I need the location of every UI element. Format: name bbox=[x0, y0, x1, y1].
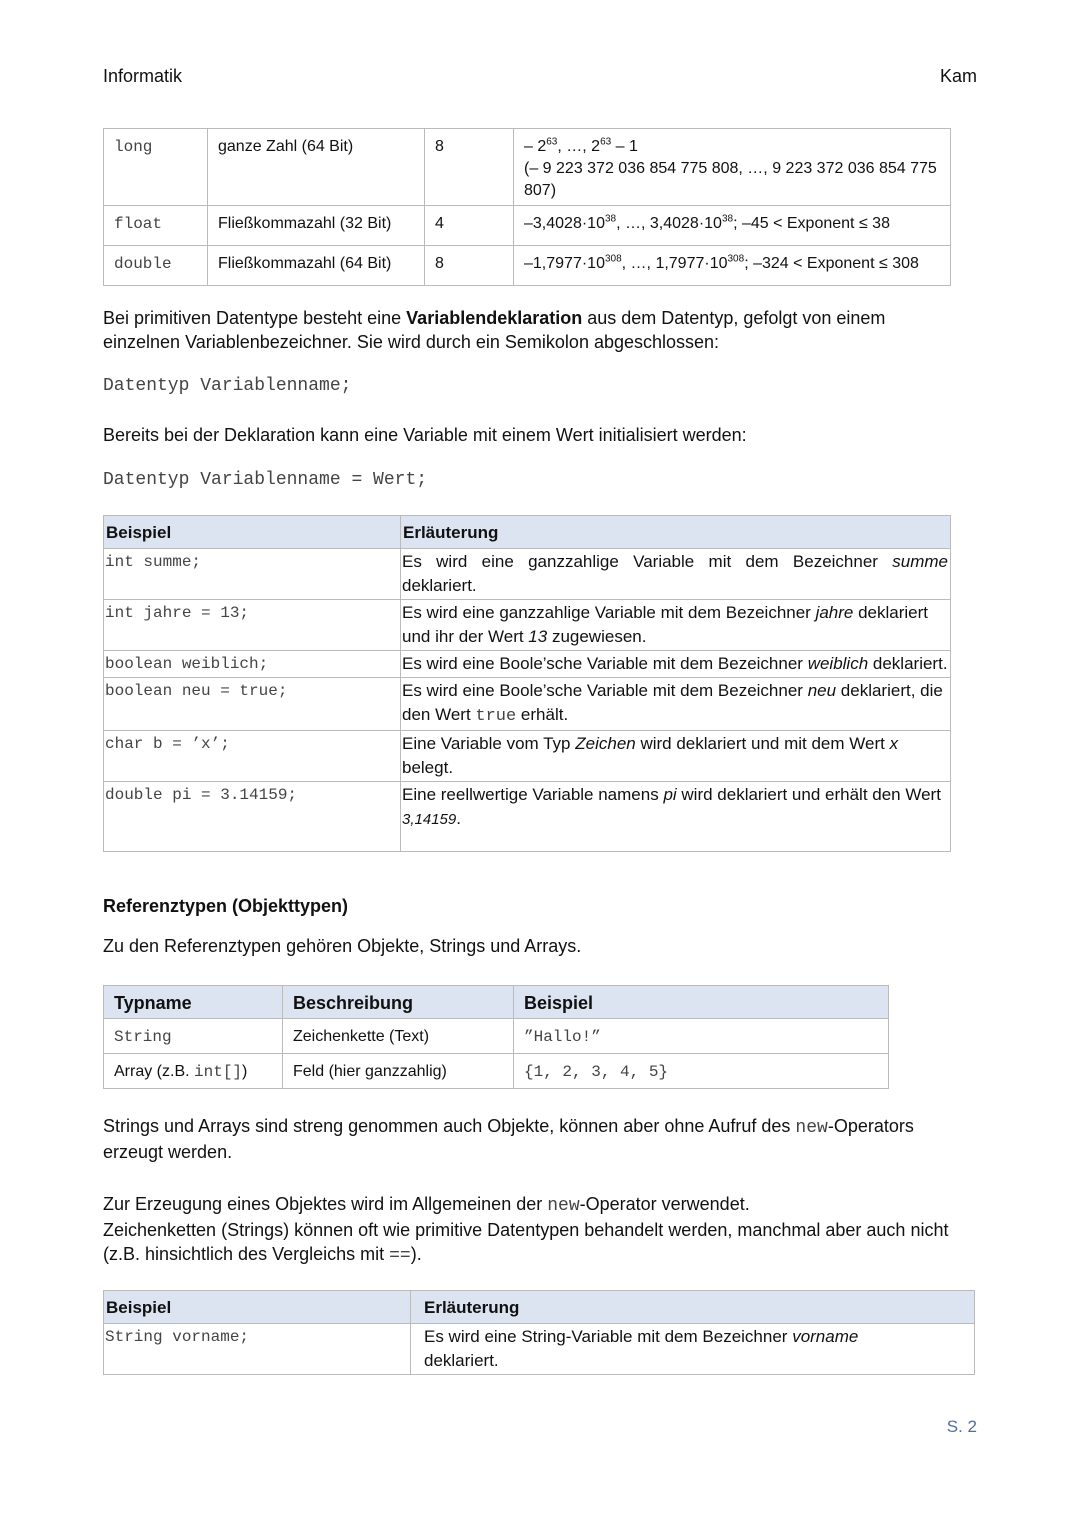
primitive-types-table bbox=[103, 128, 951, 286]
reference-types-table bbox=[103, 985, 889, 1089]
exponent: 63 bbox=[546, 136, 558, 148]
page-number: S. 2 bbox=[946, 1417, 977, 1436]
text: deklariert. bbox=[868, 654, 948, 673]
italic-term: summe bbox=[892, 552, 948, 571]
text: erhält. bbox=[516, 705, 569, 724]
paragraph-text: Strings und Arrays sind streng genommen auch Objekte, können aber ohne Aufruf des bbox=[103, 1116, 796, 1136]
inline-code: new bbox=[795, 1118, 828, 1138]
table-row bbox=[104, 206, 951, 246]
text: Es wird eine Boole’sche Variable mit dem Bezeichner bbox=[402, 654, 808, 673]
table-header-row bbox=[104, 516, 951, 549]
italic-term: x bbox=[889, 734, 899, 753]
table-row bbox=[104, 246, 951, 286]
explanation-cell bbox=[401, 731, 951, 782]
text: Array (z.B. bbox=[114, 1063, 195, 1080]
exponent: 308 bbox=[727, 253, 745, 265]
strings-arrays-note bbox=[103, 1114, 963, 1164]
explanation-cell bbox=[401, 600, 951, 651]
inline-code: == bbox=[389, 1246, 411, 1266]
italic-term: neu bbox=[807, 681, 837, 700]
text: wird deklariert und mit dem Wert bbox=[635, 734, 890, 753]
explanation-cell bbox=[401, 782, 951, 852]
description-cell: Fließkommazahl (64 Bit) bbox=[208, 246, 425, 286]
code-cell: boolean neu = true; bbox=[104, 678, 401, 731]
declaration-paragraph bbox=[103, 306, 963, 354]
text: belegt. bbox=[402, 758, 454, 777]
column-header: Typname bbox=[104, 986, 283, 1019]
text: Es wird eine String-Variable mit dem Bezeichner bbox=[424, 1327, 793, 1346]
text: deklariert und ihr der Wert bbox=[402, 603, 929, 646]
explanation-cell bbox=[401, 678, 951, 731]
range-text: , …, 3,4028·10 bbox=[616, 215, 722, 232]
italic-term: weiblich bbox=[807, 654, 869, 673]
exponent: 38 bbox=[604, 213, 617, 225]
example-cell: {1, 2, 3, 4, 5} bbox=[514, 1054, 889, 1089]
description-cell: Feld (hier ganzzahlig) bbox=[283, 1054, 514, 1089]
examples-table bbox=[103, 515, 951, 852]
bytes-cell: 8 bbox=[425, 129, 514, 206]
code-init: Datentyp Variablenname = Wert; bbox=[103, 470, 428, 490]
type-cell: long bbox=[104, 129, 208, 206]
exponent: 38 bbox=[721, 213, 734, 225]
range-text: (– 9 223 372 036 854 775 808, …, 9 223 372 036 854 775 807) bbox=[524, 160, 937, 199]
range-text: , …, 1,7977·10 bbox=[621, 255, 728, 272]
table-header-row bbox=[104, 1291, 975, 1324]
explanation-cell bbox=[401, 651, 951, 678]
range-text: –1,7977·10 bbox=[524, 255, 605, 272]
paragraph-text: Zur Erzeugung eines Objektes wird im Allgemeinen der bbox=[103, 1194, 548, 1214]
description-cell: Zeichenkette (Text) bbox=[283, 1019, 514, 1054]
range-text: – 1 bbox=[611, 138, 638, 155]
table-row bbox=[104, 782, 951, 852]
italic-term: pi bbox=[663, 785, 677, 804]
table-row bbox=[104, 731, 951, 782]
exponent: 308 bbox=[604, 253, 622, 265]
paragraph-text: -Operators erzeugt werden. bbox=[103, 1116, 914, 1162]
range-cell bbox=[514, 129, 951, 206]
type-cell: String bbox=[104, 1019, 283, 1054]
code-declaration: Datentyp Variablenname; bbox=[103, 376, 352, 396]
range-text: , …, 2 bbox=[557, 138, 601, 155]
text: Eine Variable vom Typ bbox=[402, 734, 576, 753]
table-row bbox=[104, 1054, 889, 1089]
explanation-cell bbox=[411, 1324, 975, 1375]
code-cell: int jahre = 13; bbox=[104, 600, 401, 651]
table-row bbox=[104, 651, 951, 678]
code-cell: int summe; bbox=[104, 549, 401, 600]
column-header: Beispiel bbox=[104, 516, 401, 549]
table-row bbox=[104, 1324, 975, 1375]
column-header: Beispiel bbox=[104, 1291, 411, 1324]
text: deklariert. bbox=[424, 1351, 499, 1370]
table-header-row bbox=[104, 986, 889, 1019]
italic-term: vorname bbox=[792, 1327, 859, 1346]
text: zugewiesen. bbox=[547, 627, 647, 646]
paragraph-text: aus dem Datentyp, gefolgt von einem einzelnen Variablenbezeichner. Sie wird durch ein Semikolon abgeschlossen: bbox=[103, 308, 886, 352]
text: deklariert. bbox=[402, 576, 477, 595]
table-row bbox=[104, 549, 951, 600]
header-author: Kam bbox=[939, 66, 977, 86]
range-cell bbox=[514, 246, 951, 286]
inline-code: int[] bbox=[194, 1063, 243, 1081]
code-cell: double pi = 3.14159; bbox=[104, 782, 401, 852]
text: Es wird eine ganzzahlige Variable mit dem Bezeichner bbox=[402, 552, 893, 571]
range-cell bbox=[514, 206, 951, 246]
code-cell: String vorname; bbox=[104, 1324, 411, 1375]
paragraph-text: Zeichenketten (Strings) können oft wie primitive Datentypen behandelt werden, manchmal aber auch nicht (z.B. hinsichtlich des Vergleichs mit bbox=[103, 1220, 949, 1264]
explanation-cell bbox=[401, 549, 951, 600]
paragraph-text: ). bbox=[410, 1244, 422, 1264]
bytes-cell: 4 bbox=[425, 206, 514, 246]
range-text: – 2 bbox=[524, 138, 547, 155]
range-text: ; –45 < Exponent ≤ 38 bbox=[733, 215, 890, 232]
string-example-table bbox=[103, 1290, 975, 1375]
type-cell: float bbox=[104, 206, 208, 246]
column-header: Beispiel bbox=[514, 986, 889, 1019]
text: wird deklariert und erhält den Wert bbox=[676, 785, 941, 804]
reference-intro: Zu den Referenztypen gehören Objekte, Strings und Arrays. bbox=[103, 936, 582, 956]
text: . bbox=[456, 809, 461, 828]
bytes-cell: 8 bbox=[425, 246, 514, 286]
paragraph-text: -Operator verwendet. bbox=[579, 1194, 750, 1214]
code-cell: boolean weiblich; bbox=[104, 651, 401, 678]
table-row bbox=[104, 678, 951, 731]
column-header: Erläuterung bbox=[401, 516, 951, 549]
range-text: ; –324 < Exponent ≤ 308 bbox=[744, 255, 919, 272]
header-subject: Informatik bbox=[103, 66, 183, 86]
inline-code: new bbox=[547, 1196, 580, 1216]
description-cell: ganze Zahl (64 Bit) bbox=[208, 129, 425, 206]
exponent: 63 bbox=[600, 136, 612, 148]
section-heading-reference-types: Referenztypen (Objekttypen) bbox=[103, 896, 349, 916]
description-cell: Fließkommazahl (32 Bit) bbox=[208, 206, 425, 246]
text: deklariert, die den Wert bbox=[402, 681, 943, 724]
column-header: Beschreibung bbox=[283, 986, 514, 1019]
text: Es wird eine Boole’sche Variable mit dem Bezeichner bbox=[402, 681, 808, 700]
table-row bbox=[104, 1019, 889, 1054]
range-text: –3,4028·10 bbox=[524, 215, 605, 232]
text: Es wird eine ganzzahlige Variable mit dem Bezeichner bbox=[402, 603, 816, 622]
italic-term: 13 bbox=[528, 627, 548, 646]
type-cell: double bbox=[104, 246, 208, 286]
column-header: Erläuterung bbox=[411, 1291, 975, 1324]
text: ) bbox=[242, 1063, 248, 1080]
example-cell: ”Hallo!” bbox=[514, 1019, 889, 1054]
italic-term: jahre bbox=[815, 603, 854, 622]
object-creation-paragraph bbox=[103, 1192, 963, 1268]
inline-code: true bbox=[475, 707, 517, 726]
type-cell bbox=[104, 1054, 283, 1089]
italic-term: Zeichen bbox=[575, 734, 636, 753]
paragraph-text: Bei primitiven Datentype besteht eine bbox=[103, 308, 407, 328]
text: Eine reellwertige Variable namens bbox=[402, 785, 664, 804]
init-paragraph: Bereits bei der Deklaration kann eine Variable mit einem Wert initialisiert werden: bbox=[103, 425, 747, 445]
bold-term: Variablendeklaration bbox=[406, 308, 583, 328]
table-row bbox=[104, 129, 951, 206]
code-cell: char b = ’x’; bbox=[104, 731, 401, 782]
table-row bbox=[104, 600, 951, 651]
italic-term: 3,14159 bbox=[402, 811, 457, 828]
